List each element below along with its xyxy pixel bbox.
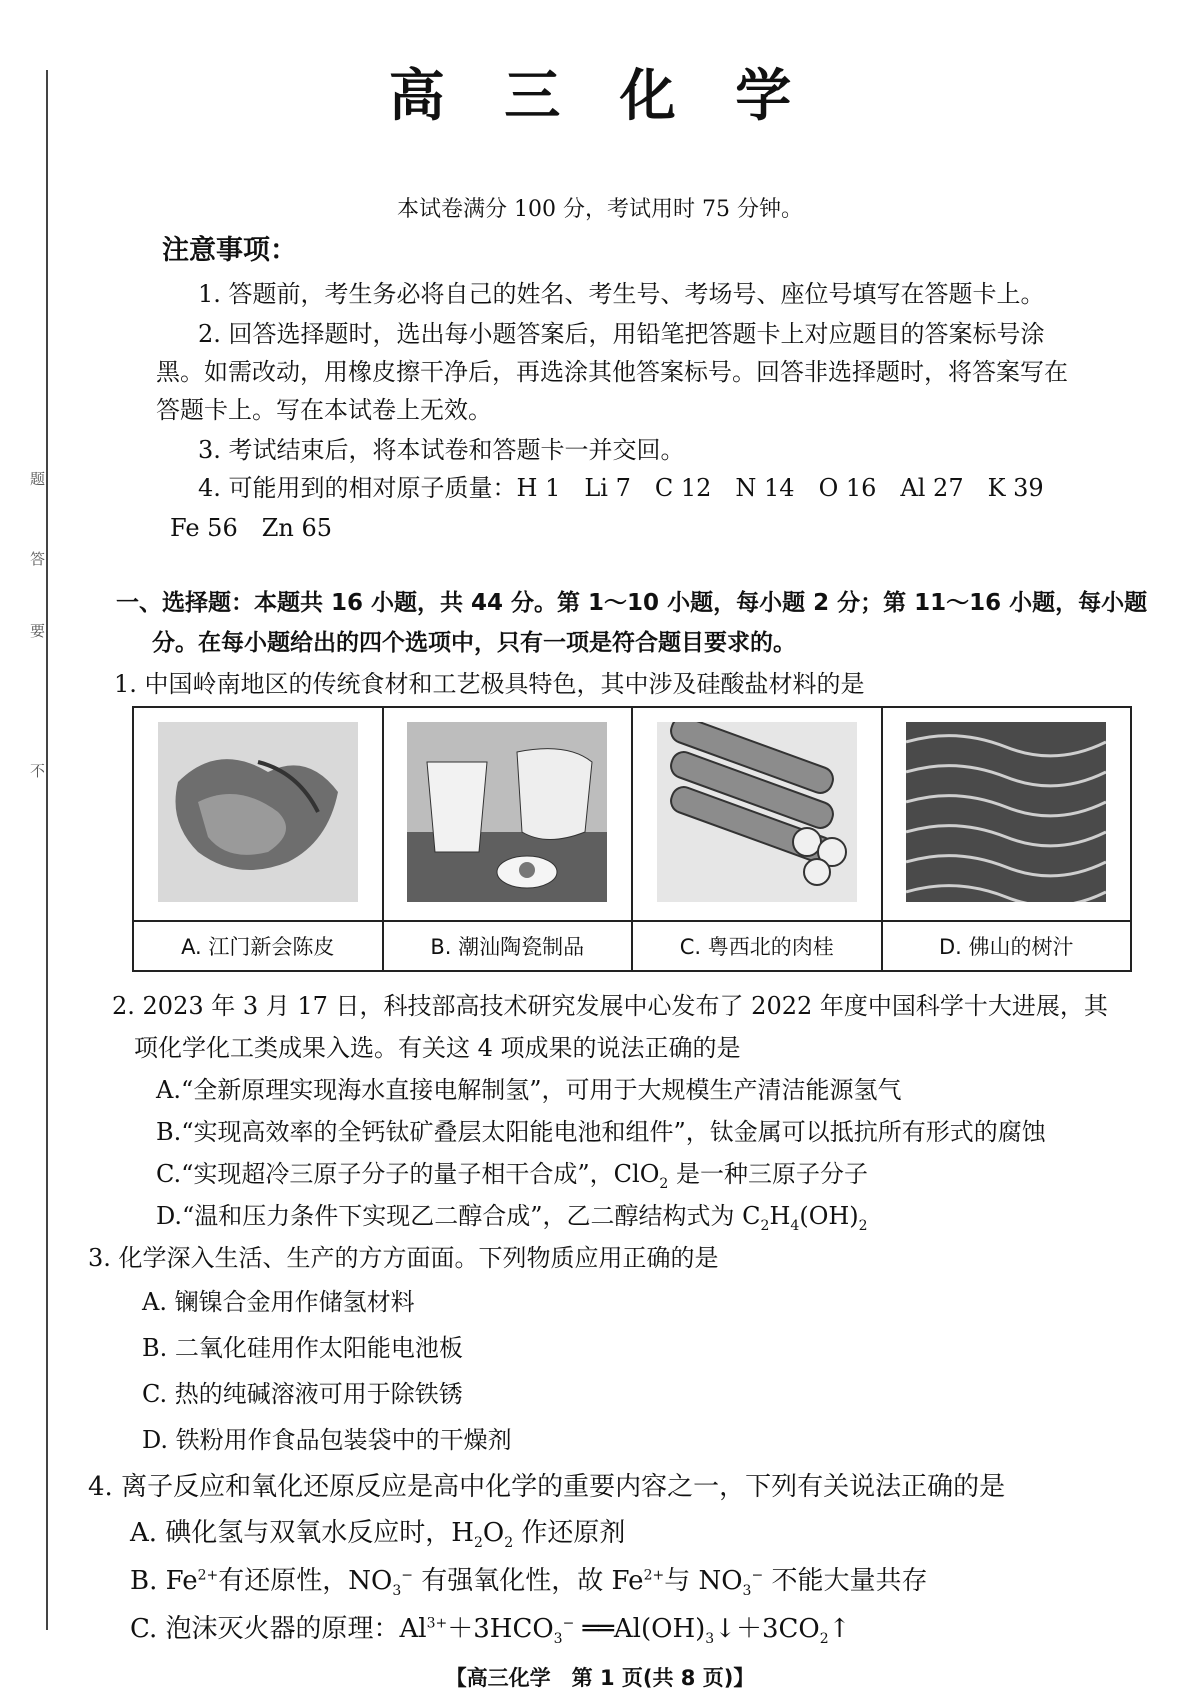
question-3-option-c: C. 热的纯碱溶液可用于除铁锈 [142,1380,463,1408]
question-1-stem: 1. 中国岭南地区的传统食材和工艺极具特色，其中涉及硅酸盐材料的是 [114,670,865,698]
notice-line: 3. 考试结束后，将本试卷和答题卡一并交回。 [198,436,685,464]
question-3-option-b: B. 二氧化硅用作太阳能电池板 [142,1334,463,1362]
question-1-options-table [132,706,1132,972]
question-3-option-a: A. 镧镍合金用作储氢材料 [142,1288,415,1316]
notice-line: 答题卡上。写在本试卷上无效。 [156,396,492,424]
question-2-option-a: A.“全新原理实现海水直接电解制氢”，可用于大规模生产清洁能源氢气 [156,1076,902,1104]
option-a-caption: A. 江门新会陈皮 [133,921,383,971]
question-2-option-b: B.“实现高效率的全钙钛矿叠层太阳能电池和组件”，钛金属可以抵抗所有形式的腐蚀 [156,1118,1046,1146]
side-mark: 答 [30,550,46,568]
option-c-image [632,707,882,921]
page-footer: 【高三化学 第 1 页(共 8 页)】 [445,1666,755,1690]
question-3-stem: 3. 化学深入生活、生产的方方面面。下列物质应用正确的是 [88,1244,719,1272]
side-mark: 题 [30,470,46,488]
page-title: 高 三 化 学 [388,64,812,129]
notice-heading: 注意事项： [162,235,297,266]
option-d-image [882,707,1132,921]
dried-peel-image [158,722,358,902]
side-mark: 不 [30,762,46,780]
question-4-stem: 4. 离子反应和氧化还原反应是高中化学的重要内容之一，下列有关说法正确的是 [88,1472,1006,1502]
section-heading-cont: 分。在每小题给出的四个选项中，只有一项是符合题目要求的。 [152,630,796,656]
texture-image [906,722,1106,902]
porcelain-image [407,722,607,902]
question-2-stem: 2. 2023 年 3 月 17 日，科技部高技术研究发展中心发布了 2022 年度中国科学十大进展，其 [112,992,1108,1020]
option-b-image [383,707,633,921]
notice-line: 4. 可能用到的相对原子质量：H 1 Li 7 C 12 N 14 O 16 Al 27 K 39 [198,474,1044,502]
question-4-option-b: B. $Fe^{2+}$有还原性，$NO_3^-$ 有强氧化性，故 $Fe^{2+}$与 $NO_3^-$ 不能大量共存 [130,1566,928,1600]
option-c-caption: C. 粤西北的肉桂 [632,921,882,971]
question-2-option-d: D.“温和压力条件下实现乙二醇合成”，乙二醇结构式为 $C_2H_4(OH)_2$ [156,1202,868,1234]
notice-line: 2. 回答选择题时，选出每小题答案后，用铅笔把答题卡上对应题目的答案标号涂 [198,320,1045,348]
side-mark: 要 [30,622,46,640]
binding-line [46,70,48,1630]
notice-line: Fe 56 Zn 65 [170,514,333,542]
option-d-caption: D. 佛山的树汁 [882,921,1132,971]
exam-info: 本试卷满分 100 分，考试用时 75 分钟。 [397,197,803,222]
question-2-option-c: C.“实现超冷三原子分子的量子相干合成”，ClO$_2$ 是一种三原子分子 [156,1160,868,1192]
notice-line: 黑。如需改动，用橡皮擦干净后，再选涂其他答案标号。回答非选择题时，将答案写在 [156,358,1068,386]
question-2-stem-cont: 项化学化工类成果入选。有关这 4 项成果的说法正确的是 [134,1034,741,1062]
cinnamon-image [657,722,857,902]
question-3-option-d: D. 铁粉用作食品包装袋中的干燥剂 [142,1426,512,1454]
question-4-option-a: A. 碘化氢与双氧水反应时，$H_2O_2$ 作还原剂 [130,1518,626,1552]
question-4-option-c: C. 泡沫灭火器的原理：$Al^{3+}+3HCO_3^-$ $══Al(OH)_3↓+3CO_2↑$ [130,1614,851,1648]
option-b-caption: B. 潮汕陶瓷制品 [383,921,633,971]
option-a-image [133,707,383,921]
section-heading: 一、选择题：本题共 16 小题，共 44 分。第 1～10 小题，每小题 2 分；第 11～16 小题，每小题 [116,590,1148,616]
notice-line: 1. 答题前，考生务必将自己的姓名、考生号、考场号、座位号填写在答题卡上。 [198,280,1045,308]
